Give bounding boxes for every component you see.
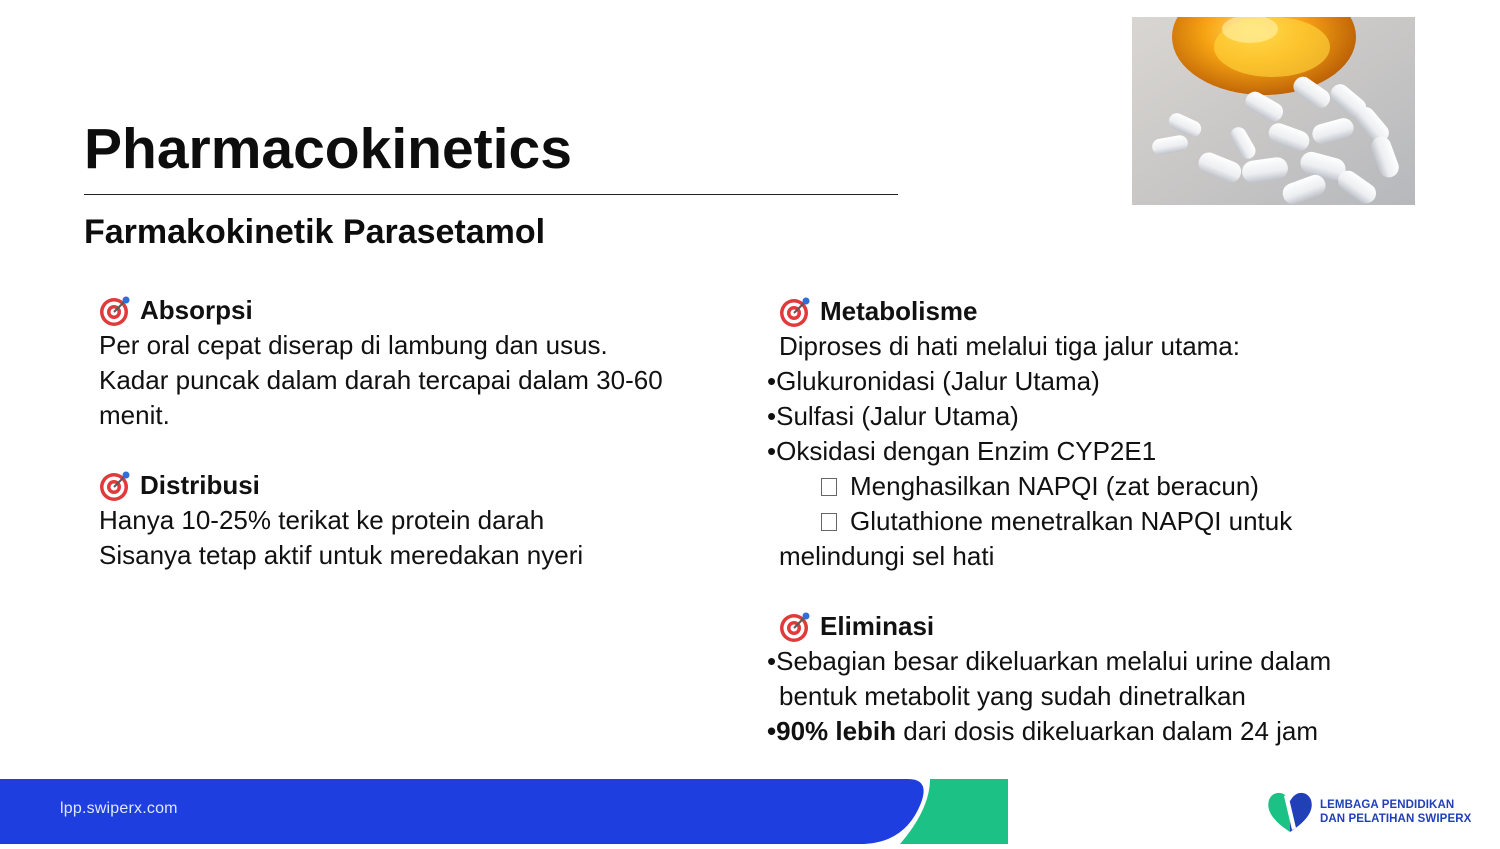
target-icon <box>779 611 811 643</box>
slide-subtitle: Farmakokinetik Parasetamol <box>84 213 546 251</box>
logo-text-line1: LEMBAGA PENDIDIKAN <box>1320 799 1455 811</box>
absorpsi-line: Per oral cepat diserap di lambung dan usus. <box>99 330 608 360</box>
checkbox-glyph-icon <box>821 478 837 496</box>
target-icon <box>99 295 131 327</box>
absorpsi-line: menit. <box>99 400 170 430</box>
title-divider <box>84 194 898 195</box>
distribusi-line: Sisanya tetap aktif untuk meredakan nyeri <box>99 540 584 570</box>
logo-text-line2: DAN PELATIHAN SWIPERX <box>1320 813 1472 825</box>
checkbox-glyph-icon <box>821 513 837 531</box>
target-icon <box>99 470 131 502</box>
metabolisme-subitem <box>767 469 1457 504</box>
footer-url: lpp.swiperx.com <box>60 800 178 817</box>
distribusi-label: Distribusi <box>140 470 260 500</box>
absorpsi-line: Kadar puncak dalam darah tercapai dalam 30-60 <box>99 365 663 395</box>
metabolisme-bullet: •Sulfasi (Jalur Utama) <box>767 401 1019 431</box>
eliminasi-bullet-continuation: bentuk metabolit yang sudah dinetralkan <box>779 681 1246 711</box>
metabolisme-intro: Diproses di hati melalui tiga jalur utama: <box>779 331 1240 361</box>
subitem-text: Menghasilkan NAPQI (zat beracun) <box>850 471 1259 501</box>
metabolisme-continuation: melindungi sel hati <box>779 541 995 571</box>
right-column <box>767 294 1457 749</box>
distribusi-line: Hanya 10-25% terikat ke protein darah <box>99 505 545 535</box>
eliminasi-label: Eliminasi <box>820 611 935 641</box>
eliminasi-rest-text: dari dosis dikeluarkan dalam 24 jam <box>896 716 1319 746</box>
slide-title: Pharmacokinetics <box>84 117 572 181</box>
eliminasi-heading <box>767 609 1457 644</box>
subitem-text: Glutathione menetralkan NAPQI untuk <box>850 506 1293 536</box>
metabolisme-subitem <box>767 504 1457 539</box>
eliminasi-bullet <box>767 714 1457 749</box>
heart-logo-icon <box>1266 790 1314 834</box>
absorpsi-heading <box>99 293 749 328</box>
metabolisme-bullet: •Glukuronidasi (Jalur Utama) <box>767 366 1100 396</box>
distribusi-heading <box>99 468 749 503</box>
metabolisme-bullet: •Oksidasi dengan Enzim CYP2E1 <box>767 436 1157 466</box>
target-icon <box>779 296 811 328</box>
metabolisme-heading <box>767 294 1457 329</box>
left-column <box>99 293 749 573</box>
swiperx-logo <box>1266 790 1471 834</box>
eliminasi-bold-text: •90% lebih <box>767 716 897 746</box>
eliminasi-bullet: •Sebagian besar dikeluarkan melalui urine dalam <box>767 646 1332 676</box>
metabolisme-label: Metabolisme <box>820 296 978 326</box>
absorpsi-label: Absorpsi <box>140 295 253 325</box>
pills-photo <box>1132 17 1415 205</box>
